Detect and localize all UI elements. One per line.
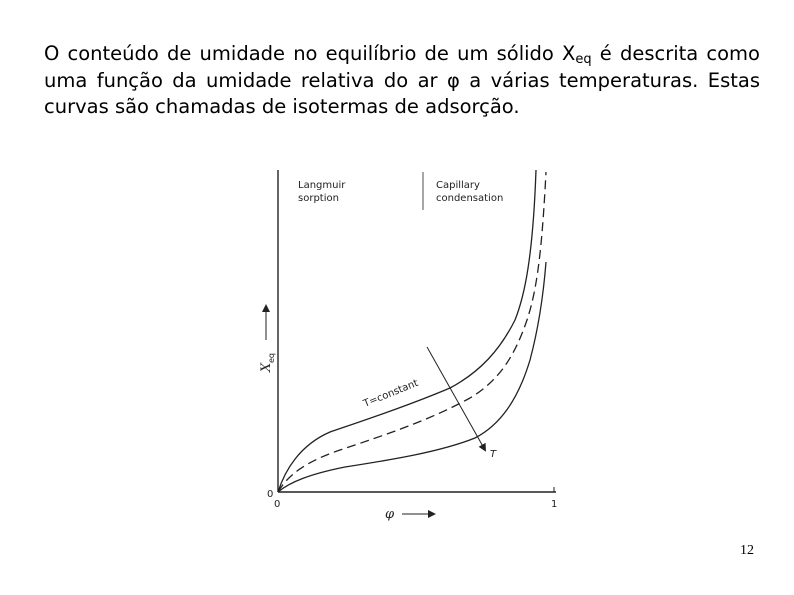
y-origin-tick: 0 — [267, 489, 274, 500]
x-axis-label: φ — [385, 507, 395, 522]
isotherm-curve-middle — [278, 172, 546, 492]
y-axis-label-sub: eq — [267, 353, 276, 363]
t-constant-label: T=constant — [362, 377, 420, 410]
paragraph-subscript: eq — [575, 52, 592, 67]
y-axis-label-group — [259, 353, 276, 373]
langmuir-label-line2: sorption — [298, 193, 339, 204]
paragraph-text-1: O conteúdo de umidade no equilíbrio de um sólido X — [44, 42, 576, 65]
temperature-arrow — [427, 347, 485, 450]
isotherm-curve-upper — [278, 170, 536, 492]
y-axis-label: X — [259, 362, 274, 372]
x-origin-tick: 0 — [274, 499, 281, 510]
page-number: 12 — [740, 543, 754, 558]
capillary-label-line1: Capillary — [436, 180, 480, 191]
isotherm-curve-lower — [278, 262, 546, 492]
x-end-tick: 1 — [551, 499, 558, 510]
paragraph-text-2: é descrita como uma função da umidade relativa do ar — [44, 42, 760, 92]
paragraph-text-3: a várias temperaturas. Estas curvas são chamadas de isotermas de adsorção. — [44, 68, 760, 118]
langmuir-label-line1: Langmuir — [298, 180, 346, 191]
capillary-label-line2: condensation — [436, 193, 504, 204]
phi-symbol: φ — [446, 68, 460, 92]
temperature-arrow-label: T — [490, 449, 497, 460]
